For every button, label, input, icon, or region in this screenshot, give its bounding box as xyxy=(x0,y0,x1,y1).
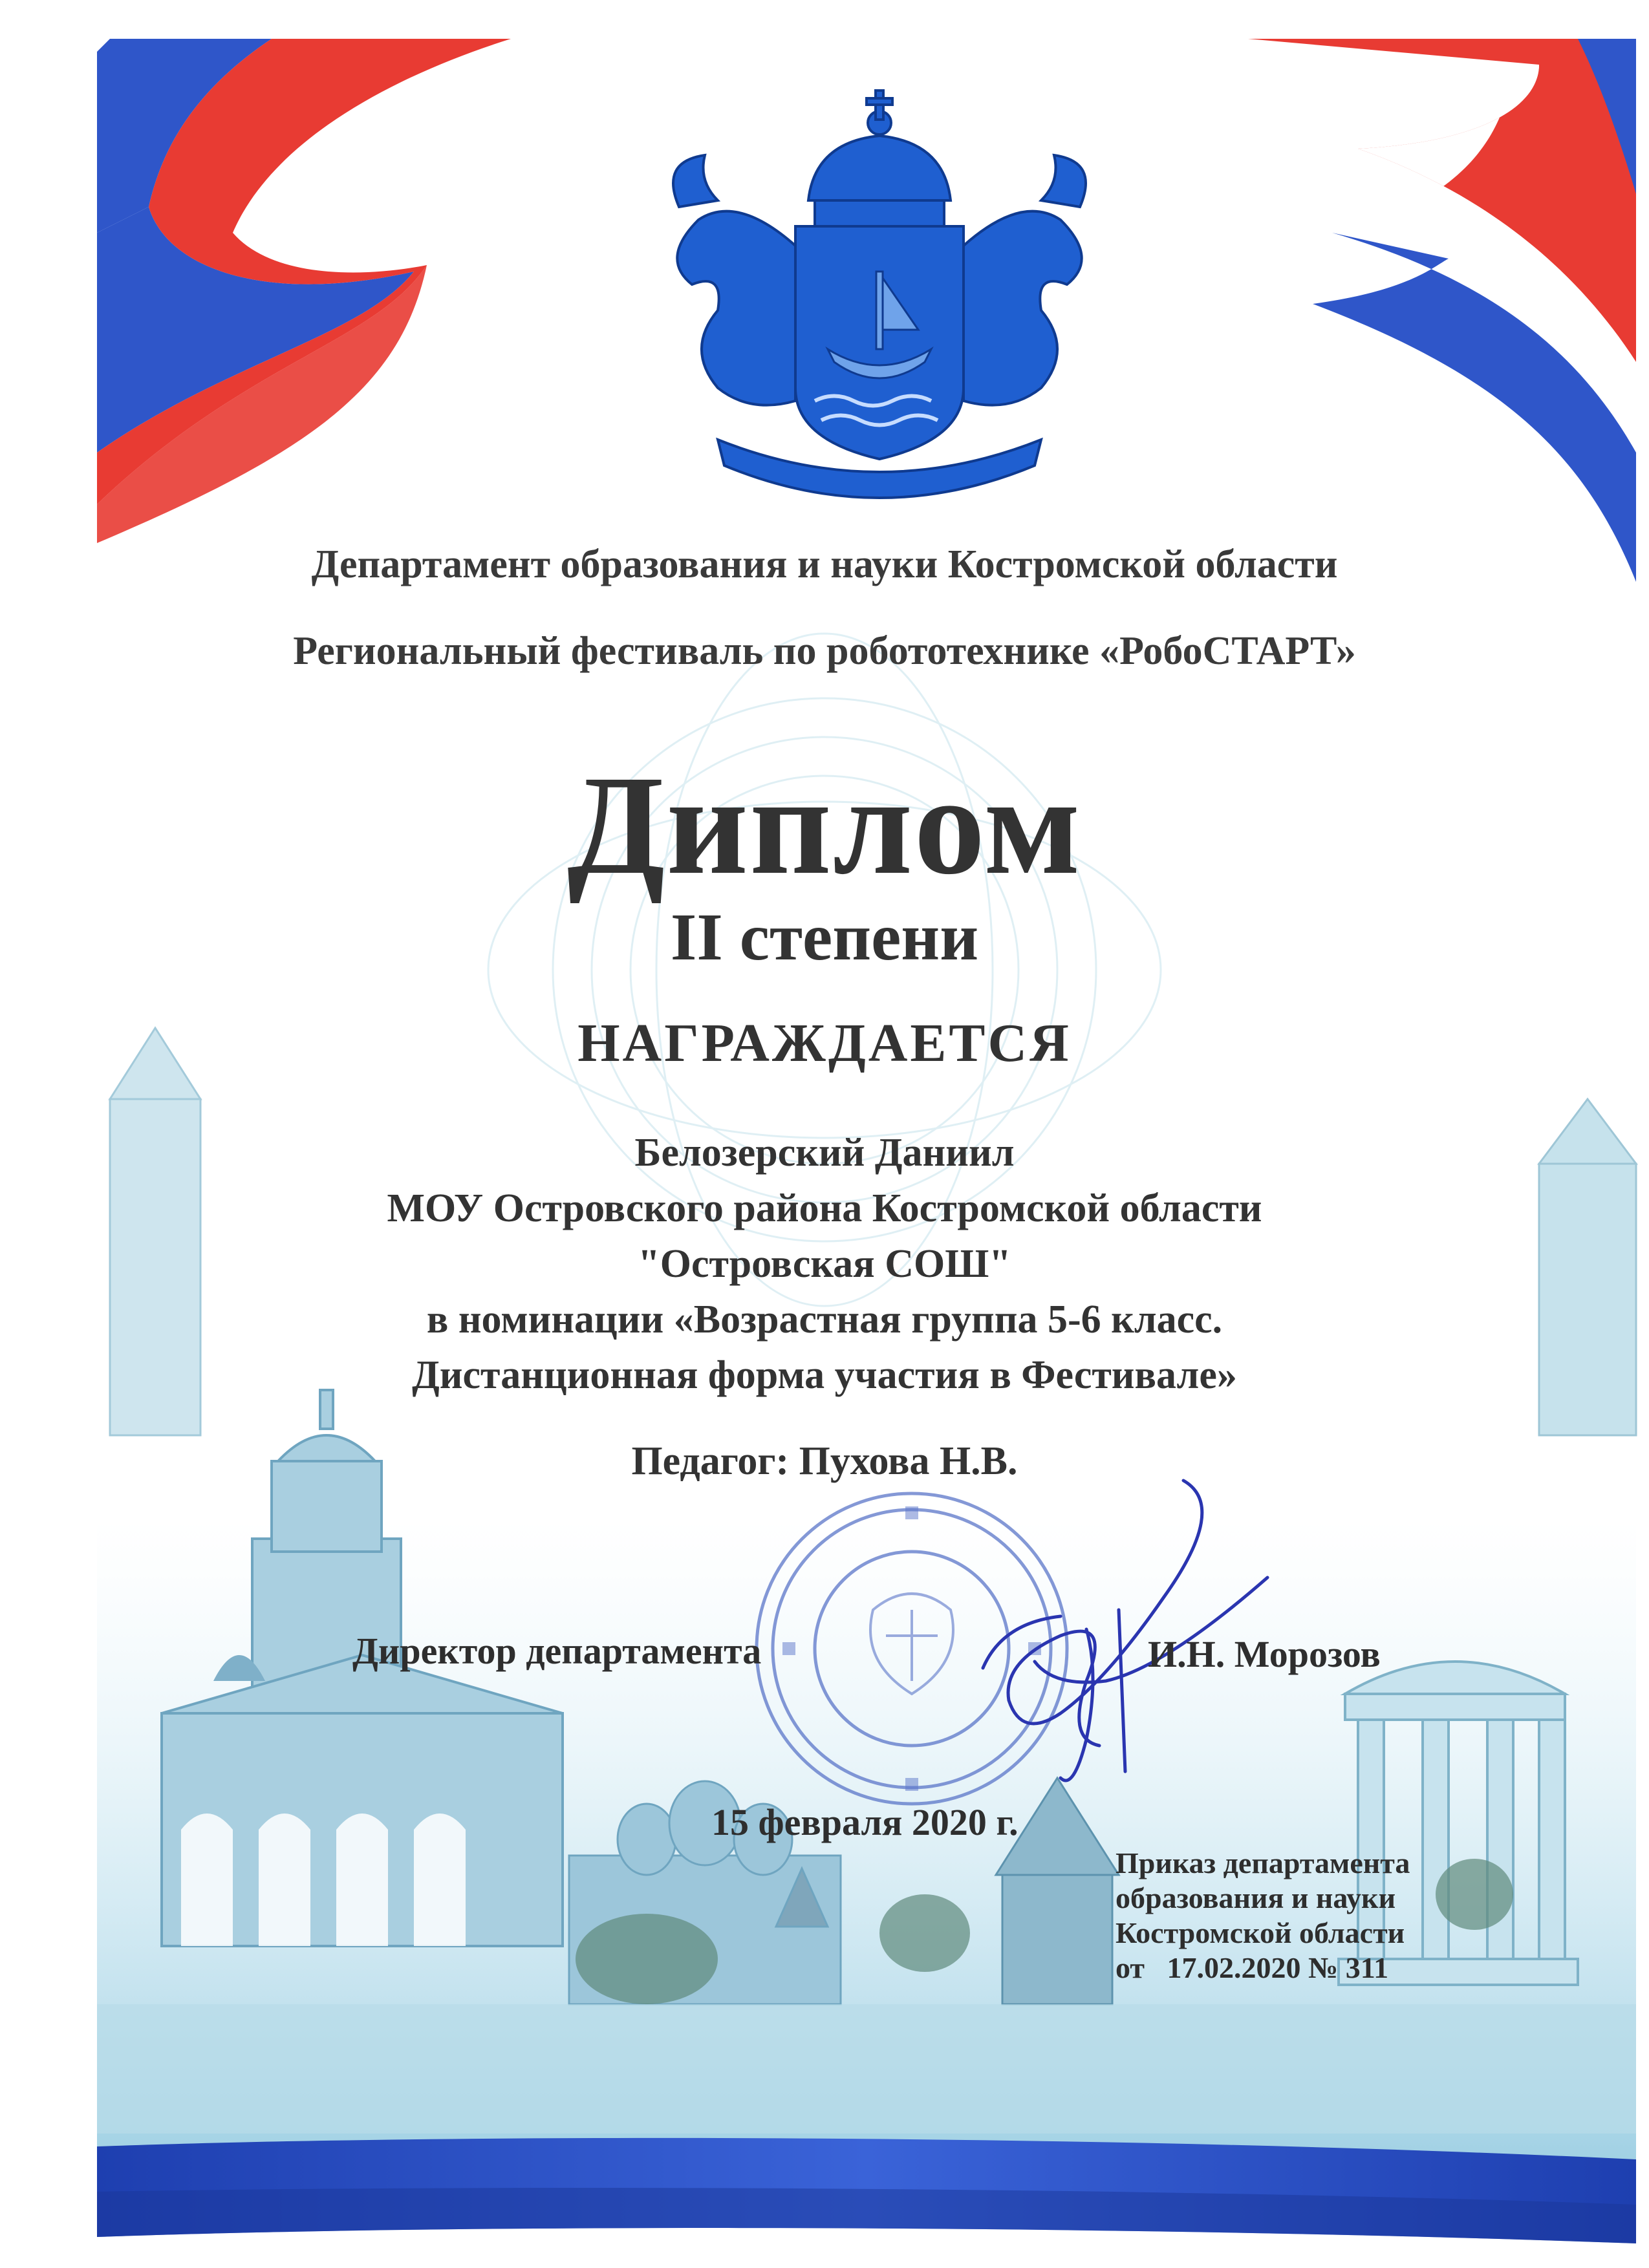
order-line-3: Костромской области xyxy=(1116,1916,1405,1949)
recipient-details xyxy=(0,1125,1649,1403)
nomination-line-1: в номинации «Возрастная группа 5-6 класс. xyxy=(426,1298,1223,1342)
awarded-label: НАГРАЖДАЕТСЯ xyxy=(577,1013,1072,1073)
order-reference xyxy=(1116,1846,1410,1985)
order-line-4: от 17.02.2020 № 311 xyxy=(1116,1951,1389,1984)
coat-of-arms-icon xyxy=(621,78,1138,504)
order-line-1: Приказ департамента xyxy=(1116,1846,1410,1879)
festival-title: Региональный фестиваль по робототехнике «РобоСТАРТ» xyxy=(293,629,1356,673)
flag-band-bottom xyxy=(97,2138,1636,2243)
flag-ribbon-top-left xyxy=(97,39,511,543)
nomination-line-2: Дистанционная форма участия в Фестивале» xyxy=(412,1353,1237,1397)
flag-ribbon-top-right xyxy=(1248,39,1636,582)
department-title: Департамент образования и науки Костромской области xyxy=(311,542,1338,586)
director-title: Директор департамента xyxy=(352,1630,762,1672)
recipient-name: Белозерский Даниил xyxy=(634,1131,1015,1175)
issue-date: 15 февраля 2020 г. xyxy=(711,1801,1018,1843)
diploma-title: Диплом xyxy=(567,746,1082,904)
director-name: И.Н. Морозов xyxy=(1148,1633,1381,1675)
school-line-2: "Островская СОШ" xyxy=(638,1242,1011,1286)
diploma-degree: II степени xyxy=(670,900,979,974)
teacher-name: Педагог: Пухова Н.В. xyxy=(631,1439,1018,1483)
school-line-1: МОУ Островского района Костромской области xyxy=(387,1186,1262,1230)
order-line-2: образования и науки xyxy=(1116,1881,1396,1914)
